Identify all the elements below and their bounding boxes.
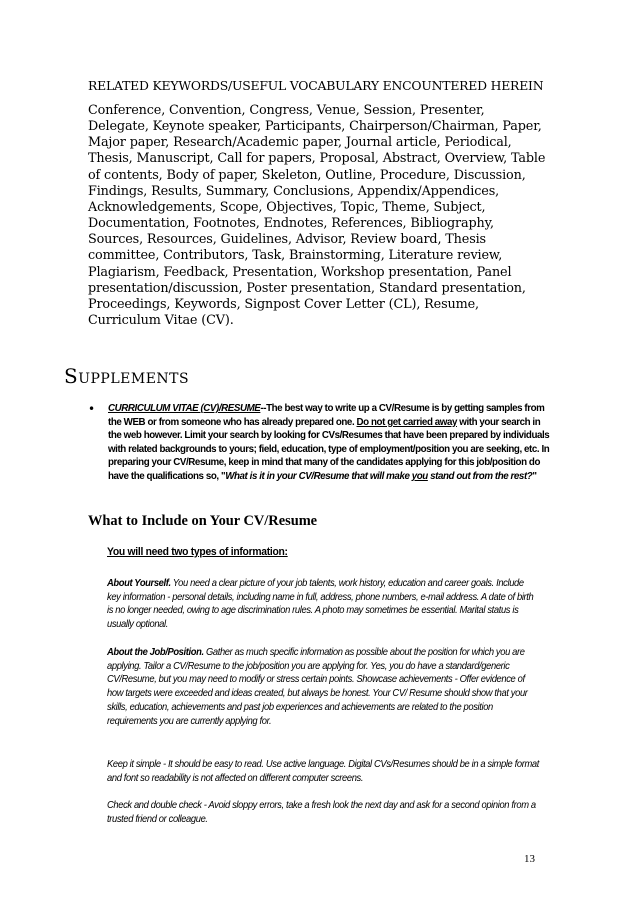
keywords-list: Conference, Convention, Congress, Venue, Session, Presenter, Delegate, Keynote speaker, Participants, Chairperson/Chairman, Paper, Major paper, Research/Academic paper, Journal article, Periodical, Thesis, Manuscript, Call for papers, Proposal, Abstract, Overview, Table of contents, Body of paper, Skeleton, Outline, Procedure, Discussion, Findings, Results, Summary, Conclusions, Appendix/Appendices, Acknowledgements, Scope, Objectives, Topic, Theme, Subject, Documentation, Footnotes, Endnotes, References, Bibliography, Sources, Resources, Guidelines, Advisor, Review board, Thesis committee, Contributors, Task, Brainstorming, Literature review, Plagiarism, Feedback, Presentation, Workshop presentation, Panel presentation/discussion, Poster presentation, Standard presentation, Proceedings, Keywords, Signpost Cover Letter (CL), Resume, Curriculum Vitae (CV). — [88, 103, 546, 329]
cv-bullet-text — [108, 402, 550, 484]
bullet-marker: • — [88, 402, 96, 416]
about-yourself-text: You need a clear picture of your job talents, work history, education and career goals. Include key information - personal details, including name in full, address, phone numbers, e-mail address. A date of birth is no longer needed, owing to age discrimination rules. A photo may sometimes be essential. Marital status is usually optional. — [107, 578, 534, 631]
cv-bullet-question-you: you — [411, 470, 428, 482]
about-yourself-paragraph — [107, 577, 539, 632]
page-number: 13 — [524, 853, 535, 865]
cv-bullet-text-2: with your search in the web however. Limit your search by looking for CVs/Resumes that have been prepared by individuals with related backgrounds to yours; field, education, type of employment/position you are seeking, etc. In preparing your CV/Resume, keep in mind that many of the candidates applying for this job/position do have the qualifications so, " — [108, 416, 550, 482]
cv-bullet-question-2: stand out from the rest? — [427, 470, 533, 482]
cv-bullet-question-1: What is it in your CV/Resume that will make — [225, 470, 412, 482]
cv-bullet-tail: " — [532, 470, 537, 482]
cv-bullet-sep: -- — [260, 403, 267, 414]
supplements-title: Supplements — [64, 364, 190, 388]
keep-simple-paragraph: Keep it simple - It should be easy to read. Use active language. Digital CVs/Resumes should be in a simple format and font so readability is not affected on different computer screens. — [107, 759, 539, 784]
about-job-text: Gather as much specific information as possible about the position for which you are applying. Tailor a CV/Resume to the job/position you are applying for. Yes, you do have a standard/generic CV/Resume, but you may need to modify or stress certain points. Showcase achievements - Offer evidence of how targets were exceeded and ideas created, but always be honest. Your CV/ Resume should show that your skills, education, achievements and past job experiences and achievements are related to the position requirements you are currently applying for. — [107, 647, 528, 727]
about-job-lead: About the Job/Position. — [107, 647, 204, 658]
two-types-line: You will need two types of information: — [107, 546, 288, 558]
about-job-paragraph — [107, 646, 539, 728]
what-to-include-heading: What to Include on Your CV/Resume — [88, 513, 318, 529]
check-paragraph: Check and double check - Avoid sloppy errors, take a fresh look the next day and ask for a second opinion from a trusted friend or colleague. — [107, 800, 536, 825]
keywords-heading: RELATED KEYWORDS/USEFUL VOCABULARY ENCOUNTERED HEREIN — [88, 78, 544, 93]
about-yourself-lead: About Yourself. — [107, 578, 171, 589]
cv-bullet-title: CURRICULUM VITAE (CV)/RESUME — [108, 403, 261, 414]
cv-bullet-underlined: Do not get carried away — [356, 416, 457, 428]
cv-bullet-text-1: The best way to write up a CV/Resume is by getting samples from the WEB or from someone who has already prepared one. — [108, 403, 545, 428]
